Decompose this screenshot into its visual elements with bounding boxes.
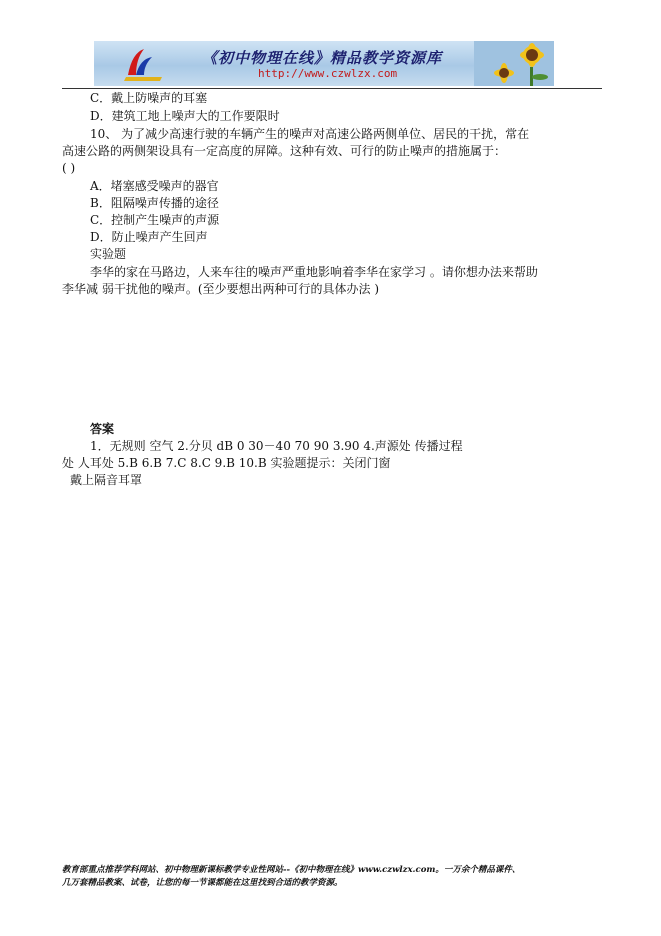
- answer-line1: 1．无规则 空气 2.分贝 dB 0 30－40 70 90 3.90 4.声源处 传播过程: [90, 439, 463, 453]
- footer-line1: 教育部重点推荐学科网站、初中物理新课标教学专业性网站--《初中物理在线》www.czwlzx.com。一万余个精品课件、: [62, 865, 521, 875]
- q10-option-a: A．堵塞感受噪声的器官: [90, 179, 219, 193]
- header-banner[interactable]: [94, 41, 554, 86]
- answer-line2: 处 人耳处 5.B 6.B 7.C 8.C 9.B 10.B 实验题提示：关闭门窗: [62, 456, 391, 470]
- site-logo-icon: [122, 45, 168, 83]
- q10-option-b: B．阻隔噪声传播的途径: [90, 196, 219, 210]
- option-c-line: C．戴上防噪声的耳塞: [90, 91, 208, 105]
- banner-url[interactable]: http://www.czwlzx.com: [258, 67, 398, 80]
- experiment-heading: 实验题: [90, 247, 127, 261]
- header-divider: [62, 88, 602, 89]
- footer-line2: 几万套精品教案、试卷，让您的每一节课都能在这里找到合适的教学资源。: [62, 878, 343, 888]
- question-10-line1: 10、 为了减少高速行驶的车辆产生的噪声对高速公路两侧单位、居民的干扰，常在: [90, 127, 530, 141]
- q10-option-c: C．控制产生噪声的声源: [90, 213, 220, 227]
- answer-line3: 戴上隔音耳罩: [70, 473, 143, 487]
- q10-option-d: D．防止噪声产生回声: [90, 230, 208, 244]
- banner-title: 《初中物理在线》精品教学资源库: [202, 49, 443, 67]
- answer-heading: 答案: [90, 422, 115, 436]
- experiment-text-line1: 李华的家在马路边，人来车往的噪声严重地影响着李华在家学习 。请你想办法来帮助: [90, 265, 538, 279]
- option-d-line: D．建筑工地上噪声大的工作要限时: [90, 109, 280, 123]
- question-10-line2: 高速公路的两侧架设具有一定高度的屏障。这种有效、可行的防止噪声的措施属于：: [62, 144, 507, 158]
- question-10-bracket: ( ): [62, 161, 76, 175]
- sunflower-image: [474, 41, 554, 86]
- experiment-text-line2: 李华减 弱干扰他的噪声。(至少要想出两种可行的具体办法 ): [62, 282, 379, 296]
